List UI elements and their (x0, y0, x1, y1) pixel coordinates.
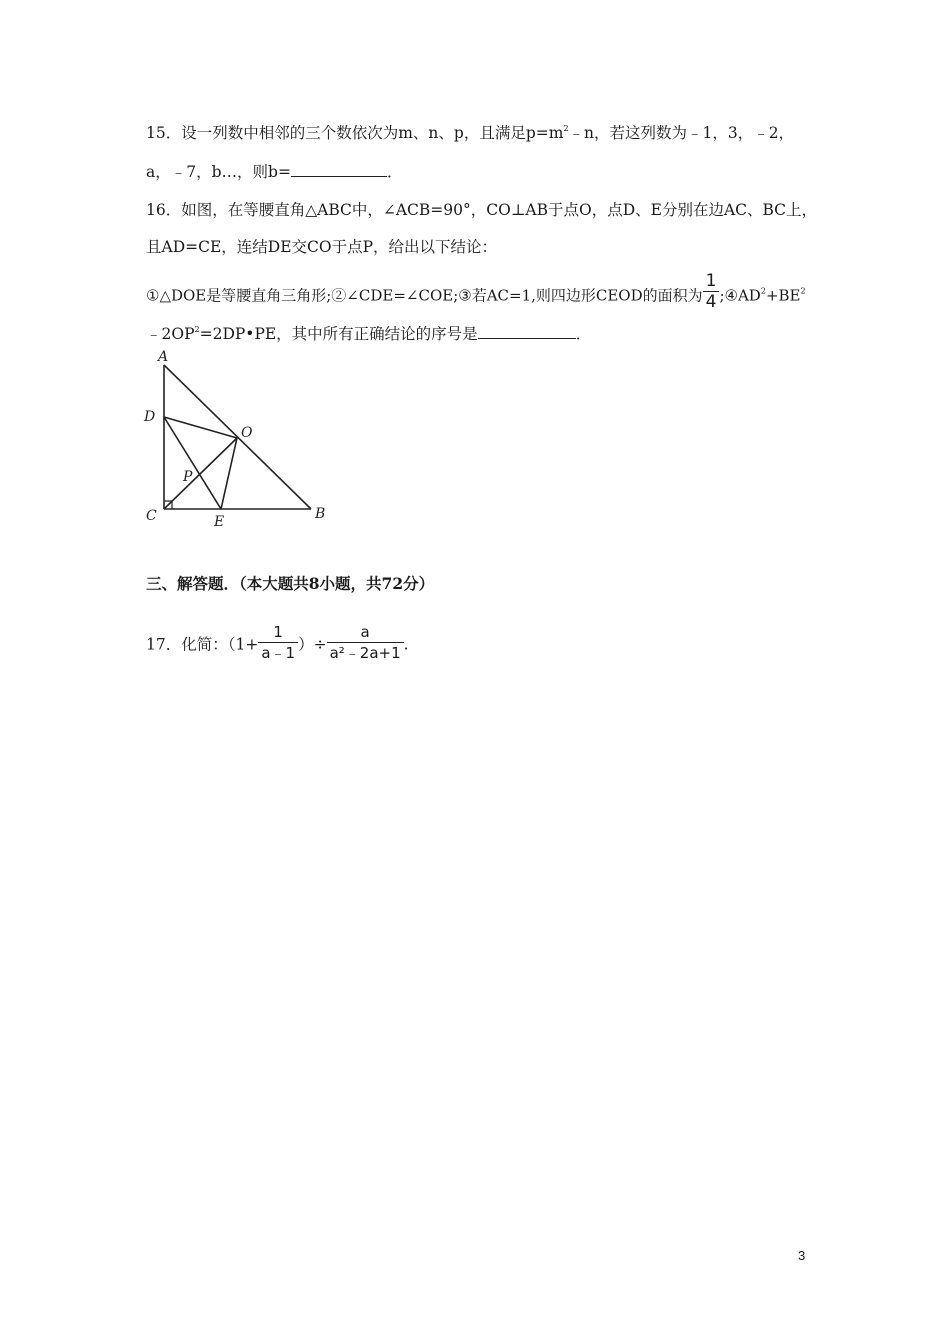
question-15-line-1 (146, 123, 794, 143)
fraction-numerator: 1 (273, 623, 283, 641)
q17-divide: ）÷ (298, 635, 327, 654)
fraction-numerator: 1 (705, 271, 717, 291)
label-p: P (183, 469, 193, 485)
fraction-one-quarter (703, 271, 720, 312)
q15-exponent: 2 (563, 124, 569, 133)
fraction-a-over-quadratic (327, 622, 404, 663)
q16-conclusions: ①△DOE是等腰直角三角形;②∠CDE=∠COE;③若AC=1,则四边形CEOD的面积为 (146, 286, 703, 305)
answer-blank-15[interactable] (291, 162, 387, 177)
fraction-denominator: 4 (703, 291, 720, 312)
q16-exponent-3: 2 (194, 325, 200, 334)
question-16-line-3 (146, 271, 806, 312)
segment-co (164, 438, 237, 509)
geometry-figure (140, 345, 340, 535)
segment-eo (221, 438, 237, 509)
label-d: D (144, 409, 156, 425)
q15-text: 15．设一列数中相邻的三个数依次为m、n、p，且满足p=m (146, 124, 564, 142)
fraction-denominator: a﹣1 (258, 642, 298, 663)
label-b: B (315, 506, 326, 522)
q16-conclusion-4: ;④AD (719, 286, 761, 305)
label-e: E (214, 514, 225, 530)
q16-text-4: ﹣2OP (146, 325, 195, 343)
question-17 (146, 623, 409, 663)
q17-text: 17．化简：（1+ (146, 635, 259, 654)
label-c: C (146, 508, 157, 524)
q15-text-2: a，﹣7，b…，则b= (146, 163, 291, 181)
label-o: O (241, 425, 253, 441)
fraction-numerator: a (360, 623, 370, 641)
q16-conclusion-4-cont: +BE (765, 286, 801, 305)
label-a: A (158, 349, 169, 365)
section-heading-answers: 三、解答题．（本大题共8小题，共72分） (146, 574, 435, 593)
question-16-line-2: 且AD=CE，连结DE交CO于点P，给出以下结论： (146, 238, 498, 256)
answer-blank-16[interactable] (478, 324, 576, 339)
q16-exponent-2: 2 (800, 286, 806, 296)
page-number: 3 (798, 1248, 806, 1263)
q16-period: ． (575, 325, 592, 343)
fraction-1-over-a-minus-1 (258, 622, 298, 663)
question-16-line-4 (146, 324, 591, 344)
q15-text-cont: ﹣n，若这列数为﹣1，3，﹣2， (568, 124, 795, 142)
q16-exponent-1: 2 (760, 286, 766, 296)
question-15-line-2 (146, 162, 402, 182)
q17-period: . (403, 635, 409, 654)
q15-period: ． (386, 163, 403, 181)
question-16-line-1: 16．如图，在等腰直角△ABC中，∠ACB=90°，CO⊥AB于点O，点D、E分别在边AC、BC上， (146, 201, 818, 219)
q16-text-4-cont: =2DP•PE，其中所有正确结论的序号是 (199, 325, 478, 343)
fraction-denominator: a²﹣2a+1 (327, 642, 404, 663)
